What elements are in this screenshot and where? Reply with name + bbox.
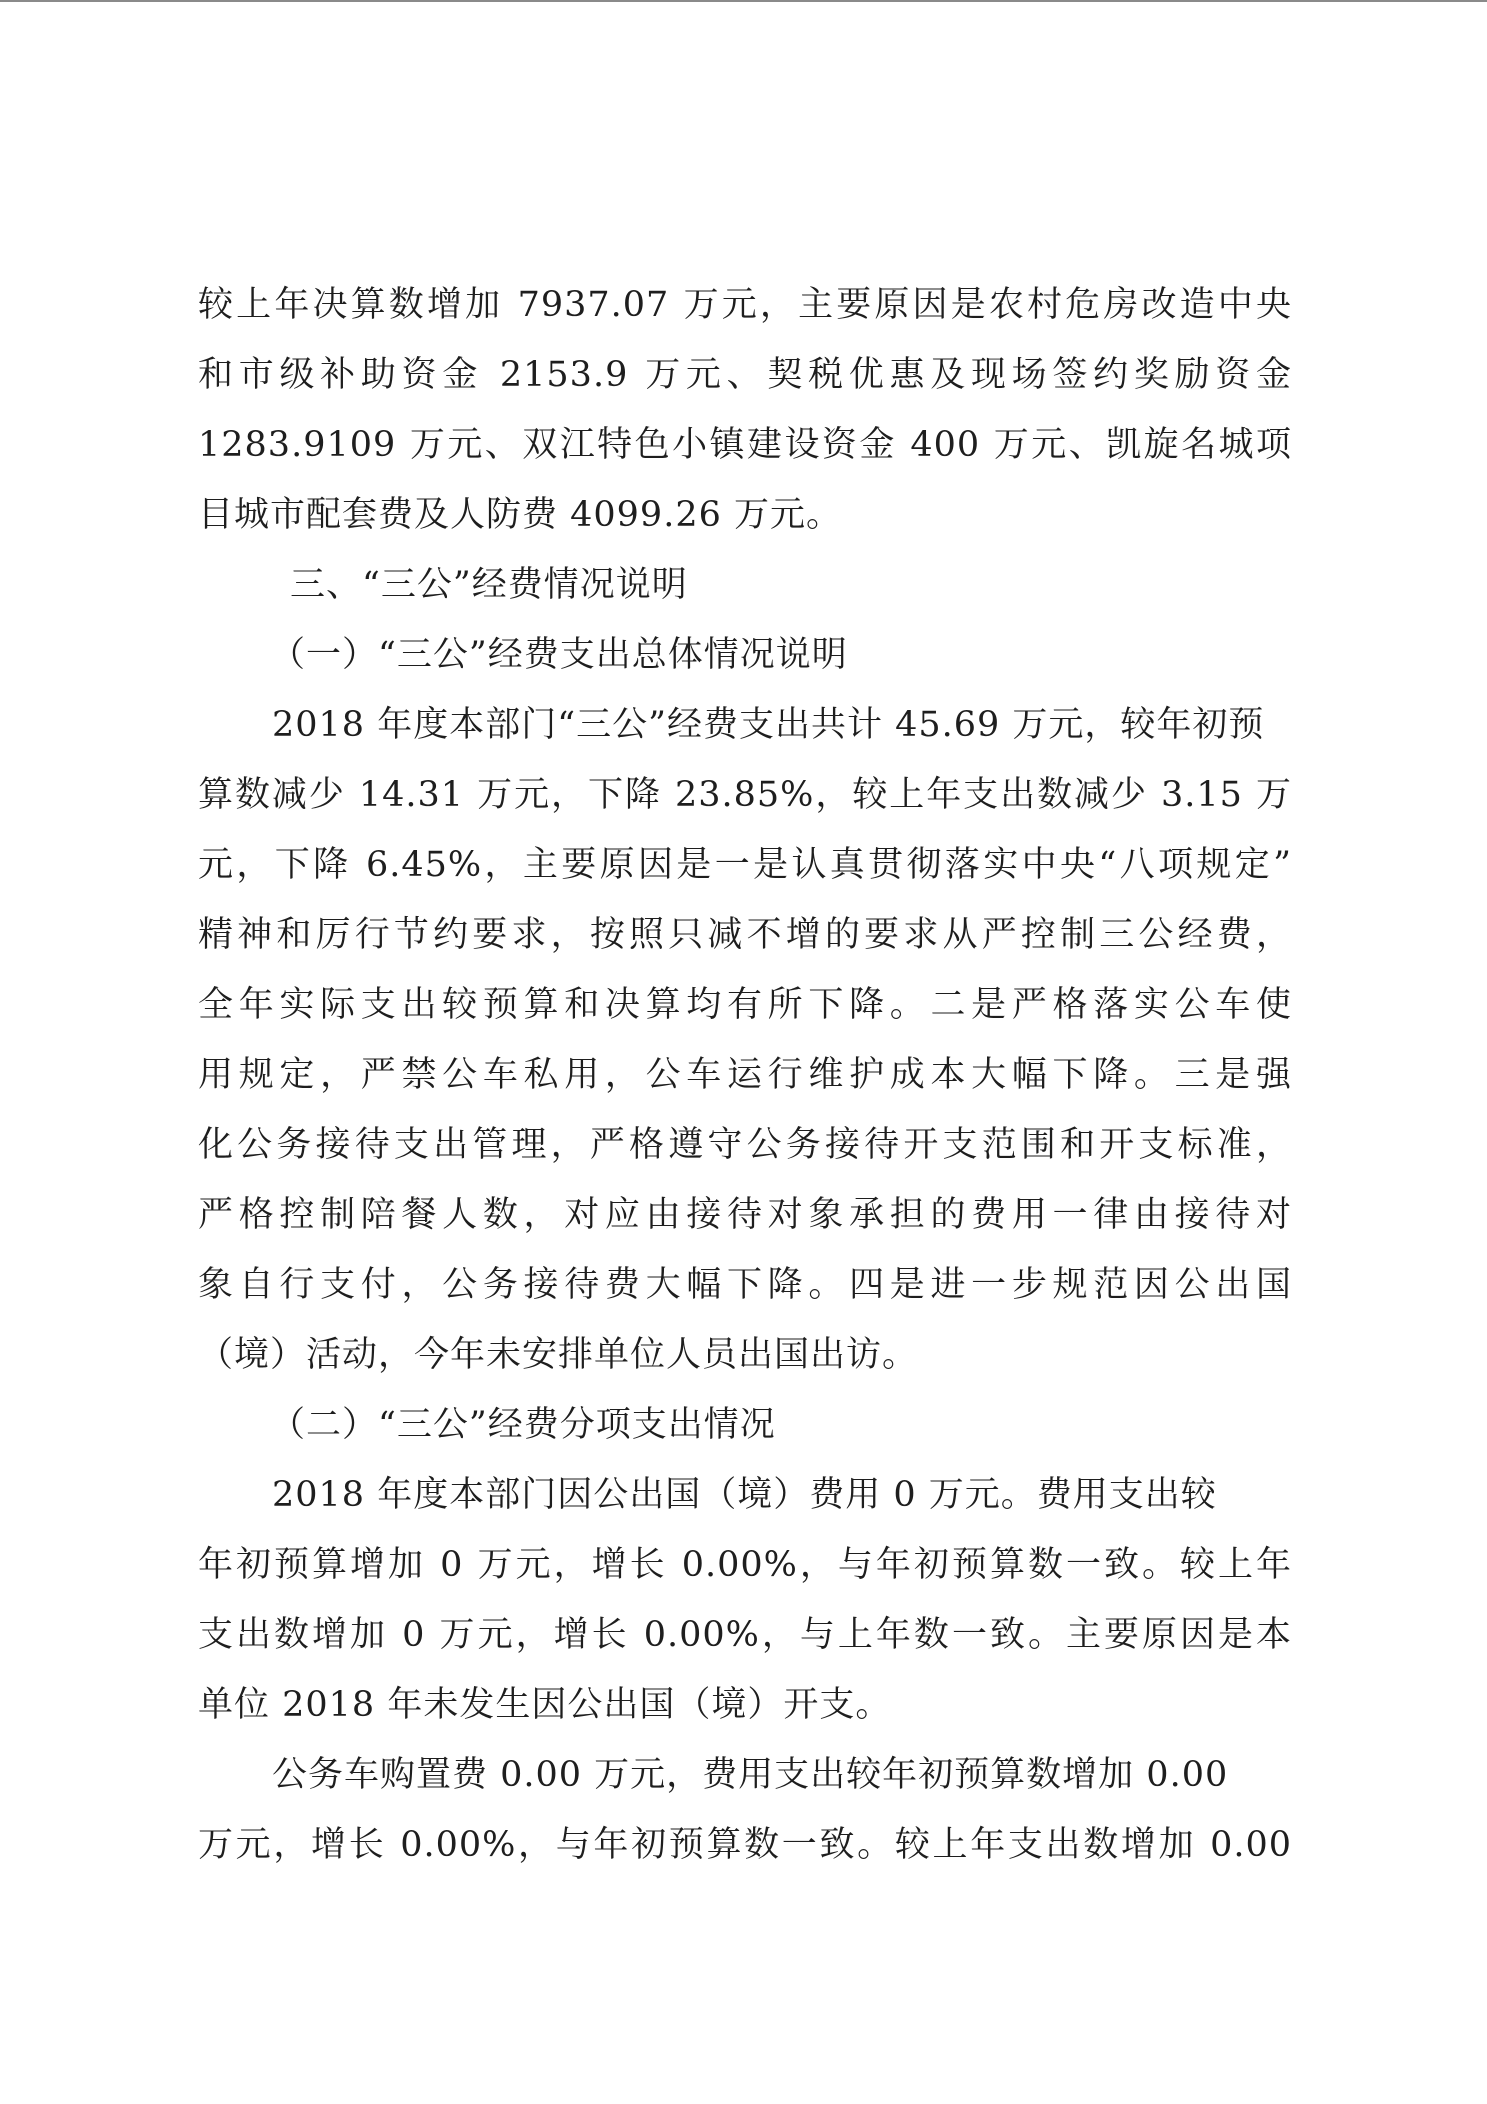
text-line: 象自行支付，公务接待费大幅下降。四是进一步规范因公出国 — [198, 1265, 1292, 1305]
text-line: 公务车购置费 0.00 万元，费用支出较年初预算数增加 0.00 — [272, 1755, 1229, 1795]
text-line: 1283.9109 万元、双江特色小镇建设资金 400 万元、凯旋名城项 — [198, 425, 1292, 465]
text-line: 精神和厉行节约要求，按照只减不增的要求从严控制三公经费， — [198, 915, 1292, 955]
text-line: 目城市配套费及人防费 4099.26 万元。 — [198, 495, 842, 535]
text-line: 支出数增加 0 万元，增长 0.00%，与上年数一致。主要原因是本 — [198, 1615, 1292, 1655]
text-line: 全年实际支出较预算和决算均有所下降。二是严格落实公车使 — [198, 985, 1292, 1025]
text-line: 单位 2018 年未发生因公出国（境）开支。 — [198, 1685, 892, 1725]
page-top-border — [0, 0, 1487, 2]
text-line: 化公务接待支出管理，严格遵守公务接待开支范围和开支标准， — [198, 1125, 1292, 1165]
text-line: 严格控制陪餐人数，对应由接待对象承担的费用一律由接待对 — [198, 1195, 1292, 1235]
text-line: 元，下降 6.45%，主要原因是一是认真贯彻落实中央“八项规定” — [198, 845, 1292, 885]
text-line: 年初预算增加 0 万元，增长 0.00%，与年初预算数一致。较上年 — [198, 1545, 1292, 1585]
text-line: 和市级补助资金 2153.9 万元、契税优惠及现场签约奖励资金 — [198, 355, 1292, 395]
text-line: 2018 年度本部门“三公”经费支出共计 45.69 万元，较年初预 — [272, 705, 1265, 745]
text-line: （境）活动，今年未安排单位人员出国出访。 — [198, 1335, 919, 1375]
text-line: 万元，增长 0.00%，与年初预算数一致。较上年支出数增加 0.00 — [198, 1825, 1292, 1865]
text-line: 较上年决算数增加 7937.07 万元，主要原因是农村危房改造中央 — [198, 285, 1292, 325]
subsection-heading: （一）“三公”经费支出总体情况说明 — [270, 635, 848, 675]
section-heading: 三、“三公”经费情况说明 — [290, 565, 688, 605]
text-line: 2018 年度本部门因公出国（境）费用 0 万元。费用支出较 — [272, 1475, 1217, 1515]
subsection-heading: （二）“三公”经费分项支出情况 — [270, 1405, 776, 1445]
text-line: 用规定，严禁公车私用，公车运行维护成本大幅下降。三是强 — [198, 1055, 1292, 1095]
document-body — [198, 270, 1292, 1880]
text-line: 算数减少 14.31 万元，下降 23.85%，较上年支出数减少 3.15 万 — [198, 775, 1292, 815]
